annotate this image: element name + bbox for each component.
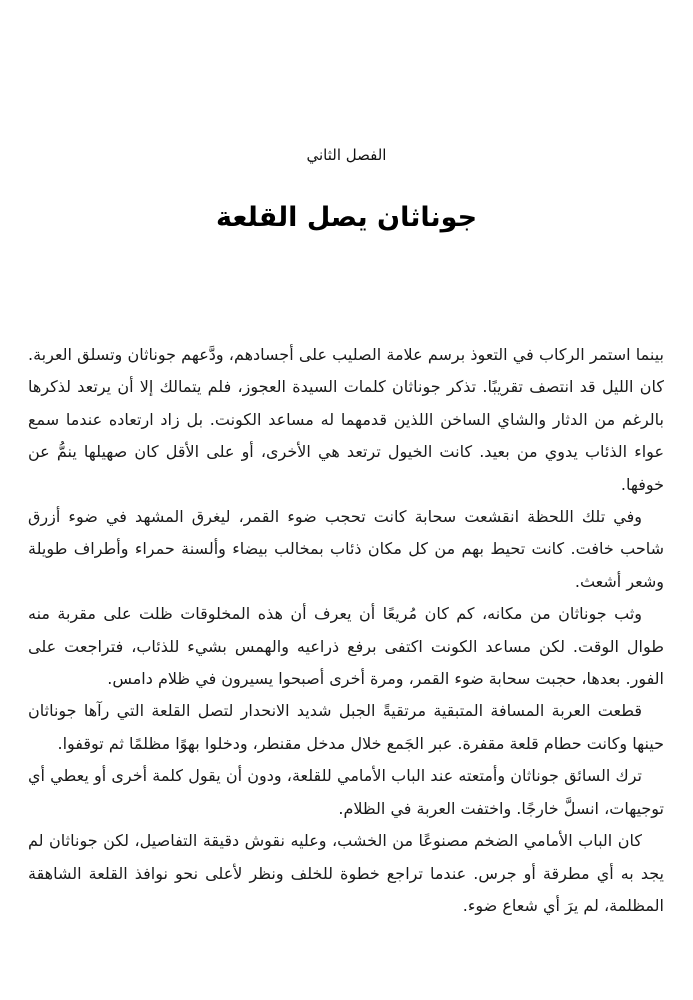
chapter-body [28,339,664,922]
paragraph: ترك السائق جوناثان وأمتعته عند الباب الأمامي للقلعة، ودون أن يقول كلمة أخرى أو يعطي أي توجيهات، انسلَّ خارجًا. واختفت العربة في الظلام. [28,766,664,818]
paragraph: كان الباب الأمامي الضخم مصنوعًا من الخشب، وعليه نقوش دقيقة التفاصيل، لكن جوناثان لم يجد به أي مطرقة أو جرس. عندما تراجع خطوة للخلف ونظر لأعلى نحو نوافذ القلعة الشاهقة المظلمة، لم يرَ أي شعاع ضوء. [28,831,664,915]
chapter-number: الفصل الثاني [306,146,387,164]
paragraph: وفي تلك اللحظة انقشعت سحابة كانت تحجب ضوء القمر، ليغرق المشهد في ضوء أزرق شاحب خافت. كانت تحيط بهم من كل مكان ذئاب بمخالب بيضاء وألسنة حمراء وأطراف طويلة وشعر أشعث. [28,507,664,591]
paragraph: بينما استمر الركاب في التعوذ برسم علامة الصليب على أجسادهم، ودَّعهم جوناثان وتسلق العربة. كان الليل قد انتصف تقريبًا. تذكر جوناثان كلمات السيدة العجوز، فلم يتمالك إلا أن يرتعد لذكرها بالرغم من الدثار والشاي الساخن اللذين قدمهما له مساعد الكونت. بل زاد ارتعاده عندما سمع عواء الذئاب يدوي من بعيد. كانت الخيول ترتعد هي الأخرى، أو على الأقل كان صهيلها ينمُّ عن خوفها. [28,345,664,494]
chapter-title: جوناثان يصل القلعة [215,202,478,233]
paragraph: وثب جوناثان من مكانه، كم كان مُريعًا أن يعرف أن هذه المخلوقات ظلت على مقربة منه طوال الوقت. لكن مساعد الكونت اكتفى برفع ذراعيه والهمس بشيء للذئاب، فتراجعت على الفور. بعدها، حجبت سحابة ضوء القمر، ومرة أخرى أصبحوا يسيرون في ظلام دامس. [28,604,664,689]
paragraph: قطعت العربة المسافة المتبقية مرتقيةً الجبل شديد الانحدار لتصل القلعة التي رآها جوناثان حينها وكانت حطام قلعة مقفرة. عبر الجَمع خلال مدخل مقنطر، ودخلوا بهوًا مظلمًا ثم توقفوا. [28,701,664,753]
